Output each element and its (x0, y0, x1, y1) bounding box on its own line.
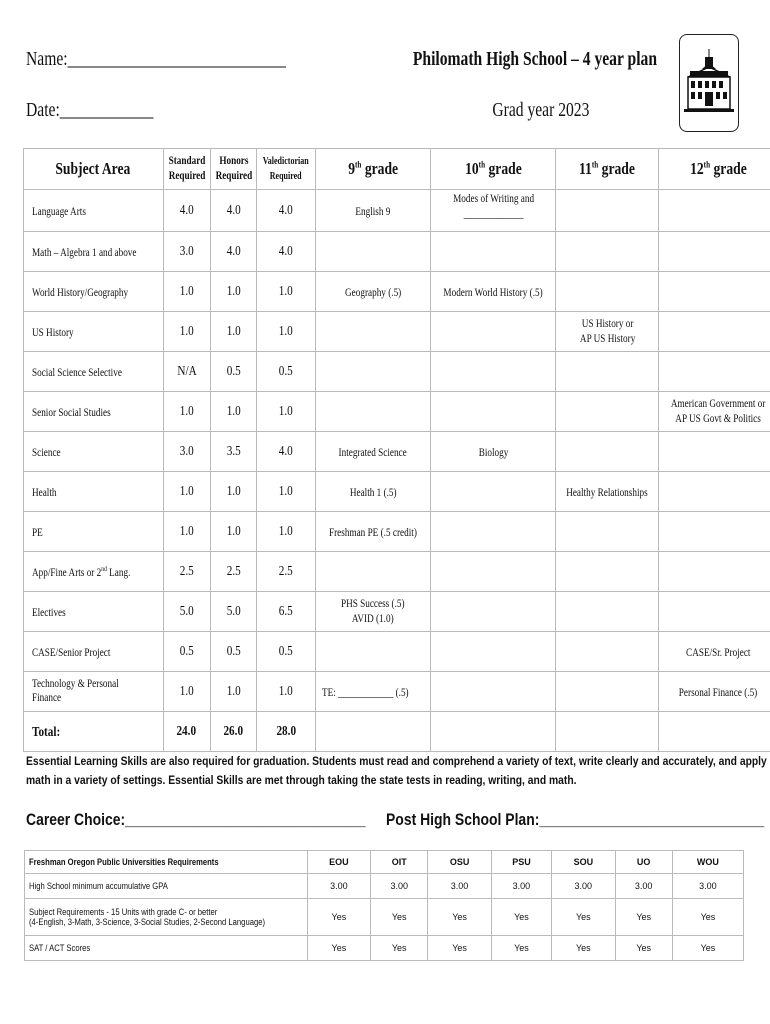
standard-cell: 5.0 (163, 592, 210, 632)
honors-cell: 1.0 (210, 512, 257, 552)
grade-10-cell[interactable] (431, 392, 556, 432)
table-row (24, 672, 770, 712)
honors-cell: 5.0 (210, 592, 257, 632)
standard-cell: 1.0 (163, 672, 210, 712)
uni-school-header: UO (615, 851, 672, 874)
grade-10-cell (431, 712, 556, 752)
grade-10-cell[interactable] (431, 672, 556, 712)
valedictorian-cell: 0.5 (257, 632, 315, 672)
sat-value: Yes (491, 936, 551, 961)
standard-cell: 3.0 (163, 432, 210, 472)
grade-9-cell[interactable]: Health 1 (.5) (315, 472, 430, 512)
four-year-plan-table (23, 148, 770, 752)
grade-12-cell[interactable] (659, 232, 770, 272)
gpa-value: 3.00 (552, 874, 615, 899)
grade-12-cell[interactable]: American Government or AP US Govt & Politics (659, 392, 770, 432)
subject-cell: World History/Geography (24, 272, 164, 312)
career-choice-field[interactable]: Career Choice:_______________________________ (26, 810, 366, 829)
grade-9-cell (315, 712, 430, 752)
subject-cell: Math – Algebra 1 and above (24, 232, 164, 272)
valedictorian-cell: 4.0 (257, 432, 315, 472)
name-field-label[interactable]: Name:____________________________ (26, 48, 286, 70)
table-row (24, 272, 770, 312)
grade-11-cell (556, 712, 659, 752)
sat-value: Yes (672, 936, 743, 961)
table-row (24, 472, 770, 512)
table-row (24, 392, 770, 432)
essential-skills-note: Essential Learning Skills are also required for graduation. Students must read and comprehend a variety of text, write clearly and accurately, and apply math in a variety of settings. Essential Skills are met through taking the state tests in reading, writing, and math. (26, 754, 767, 787)
subject-cell: Language Arts (24, 190, 164, 232)
valedictorian-cell: 1.0 (257, 512, 315, 552)
subject-area-header: Subject Area (24, 149, 164, 190)
valedictorian-cell: 1.0 (257, 392, 315, 432)
standard-cell: 2.5 (163, 552, 210, 592)
university-requirements-table (24, 850, 744, 961)
standard-cell: 1.0 (163, 512, 210, 552)
grade-12-cell[interactable]: Personal Finance (.5) (659, 672, 770, 712)
grade-12-cell[interactable] (659, 352, 770, 392)
grade-10-cell[interactable] (431, 632, 556, 672)
requirement-value: Yes (491, 899, 551, 936)
requirement-value: Yes (371, 899, 428, 936)
honors-cell: 4.0 (210, 232, 257, 272)
gpa-value: 3.00 (428, 874, 491, 899)
grade-9-cell[interactable]: TE: ____________ (.5) (315, 672, 430, 712)
valedictorian-cell: 1.0 (257, 272, 315, 312)
valedictorian-cell: 4.0 (257, 232, 315, 272)
grade-11-cell[interactable] (556, 432, 659, 472)
grade-11-cell[interactable] (556, 592, 659, 632)
subject-cell: App/Fine Arts or 2nd Lang. (24, 552, 164, 592)
table-row (24, 352, 770, 392)
grade-10-header: 10th grade (431, 149, 556, 190)
gpa-value: 3.00 (491, 874, 551, 899)
honors-cell: 1.0 (210, 272, 257, 312)
grade-11-cell[interactable] (556, 552, 659, 592)
standard-cell: 3.0 (163, 232, 210, 272)
table-row (25, 899, 744, 936)
subject-cell: Senior Social Studies (24, 392, 164, 432)
requirement-value: Yes (615, 899, 672, 936)
subject-cell: CASE/Senior Project (24, 632, 164, 672)
school-building-icon (679, 34, 739, 132)
standard-total: 24.0 (163, 712, 210, 752)
requirement-value: Yes (672, 899, 743, 936)
sat-value: Yes (307, 936, 370, 961)
grade-9-cell[interactable]: Integrated Science (315, 432, 430, 472)
grade-12-header: 12th grade (659, 149, 770, 190)
grade-11-cell[interactable] (556, 632, 659, 672)
uni-table-title: Freshman Oregon Public Universities Requirements (25, 851, 308, 874)
grade-10-cell[interactable]: Modes of Writing and _____________ (431, 190, 556, 232)
subject-cell: PE (24, 512, 164, 552)
uni-school-header: EOU (307, 851, 370, 874)
valedictorian-cell: 1.0 (257, 672, 315, 712)
valedictorian-cell: 1.0 (257, 472, 315, 512)
uni-school-header: WOU (672, 851, 743, 874)
honors-total: 26.0 (210, 712, 257, 752)
valedictorian-cell: 0.5 (257, 352, 315, 392)
table-row (24, 592, 770, 632)
standard-cell: 1.0 (163, 392, 210, 432)
grade-11-cell[interactable] (556, 272, 659, 312)
grade-9-cell[interactable] (315, 232, 430, 272)
total-row (24, 712, 770, 752)
grade-11-cell[interactable] (556, 190, 659, 232)
grade-9-cell[interactable] (315, 552, 430, 592)
subject-cell: US History (24, 312, 164, 352)
requirement-value: Yes (307, 899, 370, 936)
grade-12-cell[interactable] (659, 272, 770, 312)
subject-cell: Science (24, 432, 164, 472)
school-title: Philomath High School – 4 year plan (412, 48, 657, 70)
subject-cell: Social Science Selective (24, 352, 164, 392)
sat-value: Yes (371, 936, 428, 961)
grade-12-cell[interactable] (659, 190, 770, 232)
grade-10-cell[interactable] (431, 592, 556, 632)
valedictorian-required-header: Valedictorian Required (257, 149, 315, 190)
grad-year: Grad year 2023 (491, 99, 589, 121)
grade-11-cell[interactable] (556, 392, 659, 432)
grade-9-cell[interactable] (315, 352, 430, 392)
grade-11-cell[interactable] (556, 232, 659, 272)
valedictorian-cell: 2.5 (257, 552, 315, 592)
grade-10-cell[interactable]: Biology (431, 432, 556, 472)
grade-11-cell[interactable] (556, 672, 659, 712)
grade-11-header: 11th grade (556, 149, 659, 190)
grade-11-cell[interactable]: Healthy Relationships (556, 472, 659, 512)
grade-12-cell[interactable] (659, 432, 770, 472)
grade-12-cell (659, 712, 770, 752)
uni-school-header: OIT (371, 851, 428, 874)
requirement-value: Yes (428, 899, 491, 936)
table-row (24, 552, 770, 592)
total-label: Total: (24, 712, 164, 752)
gpa-value: 3.00 (371, 874, 428, 899)
gpa-label: High School minimum accumulative GPA (25, 874, 308, 899)
sat-value: Yes (552, 936, 615, 961)
subject-cell: Electives (24, 592, 164, 632)
grade-10-cell[interactable] (431, 312, 556, 352)
grade-11-cell[interactable] (556, 512, 659, 552)
table-row (24, 232, 770, 272)
valedictorian-cell: 1.0 (257, 312, 315, 352)
honors-cell: 2.5 (210, 552, 257, 592)
grade-12-cell[interactable] (659, 512, 770, 552)
gpa-value: 3.00 (672, 874, 743, 899)
grade-11-cell[interactable] (556, 352, 659, 392)
honors-cell: 0.5 (210, 352, 257, 392)
grade-9-cell[interactable]: Freshman PE (.5 credit) (315, 512, 430, 552)
honors-cell: 1.0 (210, 472, 257, 512)
valedictorian-cell: 6.5 (257, 592, 315, 632)
standard-cell: 1.0 (163, 272, 210, 312)
valedictorian-total: 28.0 (257, 712, 315, 752)
grade-12-cell[interactable] (659, 592, 770, 632)
honors-cell: 4.0 (210, 190, 257, 232)
table-row (25, 874, 744, 899)
grade-11-cell[interactable]: US History or AP US History (556, 312, 659, 352)
table-row (24, 512, 770, 552)
grade-9-cell[interactable] (315, 632, 430, 672)
grade-10-cell[interactable] (431, 512, 556, 552)
grade-9-cell[interactable] (315, 392, 430, 432)
gpa-value: 3.00 (307, 874, 370, 899)
sat-value: Yes (428, 936, 491, 961)
grade-10-cell[interactable] (431, 552, 556, 592)
standard-required-header: Standard Required (163, 149, 210, 190)
table-row (24, 432, 770, 472)
grade-12-cell[interactable] (659, 312, 770, 352)
subject-cell: Health (24, 472, 164, 512)
grade-12-cell[interactable] (659, 552, 770, 592)
honors-cell: 1.0 (210, 672, 257, 712)
grade-12-cell[interactable]: CASE/Sr. Project (659, 632, 770, 672)
standard-cell: N/A (163, 352, 210, 392)
standard-cell: 1.0 (163, 472, 210, 512)
uni-school-header: SOU (552, 851, 615, 874)
requirement-value: Yes (552, 899, 615, 936)
table-row (25, 936, 744, 961)
subject-cell: Technology & Personal Finance (24, 672, 164, 712)
grade-9-cell[interactable]: PHS Success (.5) AVID (1.0) (315, 592, 430, 632)
date-field-label[interactable]: Date:____________ (26, 99, 154, 121)
subject-requirements-label: Subject Requirements - 15 Units with grade C- or better (4-English, 3-Math, 3-Science, 3-Social Studies, 2-Second Language) (25, 899, 308, 936)
post-high-school-plan-field[interactable]: Post High School Plan:_____________________________ (386, 810, 765, 829)
honors-cell: 1.0 (210, 392, 257, 432)
uni-school-header: OSU (428, 851, 491, 874)
standard-cell: 4.0 (163, 190, 210, 232)
grade-10-cell[interactable] (431, 232, 556, 272)
grade-9-header: 9th grade (315, 149, 430, 190)
honors-cell: 3.5 (210, 432, 257, 472)
sat-value: Yes (615, 936, 672, 961)
grade-10-cell[interactable]: Modern World History (.5) (431, 272, 556, 312)
table-header-row (24, 149, 770, 190)
sat-act-label: SAT / ACT Scores (25, 936, 308, 961)
valedictorian-cell: 4.0 (257, 190, 315, 232)
table-row (24, 190, 770, 232)
uni-header-row (25, 851, 744, 874)
table-row (24, 312, 770, 352)
uni-school-header: PSU (491, 851, 551, 874)
grade-9-cell[interactable]: Geography (.5) (315, 272, 430, 312)
standard-cell: 1.0 (163, 312, 210, 352)
honors-cell: 0.5 (210, 632, 257, 672)
gpa-value: 3.00 (615, 874, 672, 899)
grade-9-cell[interactable] (315, 312, 430, 352)
honors-required-header: Honors Required (210, 149, 257, 190)
honors-cell: 1.0 (210, 312, 257, 352)
grade-9-cell[interactable]: English 9 (315, 190, 430, 232)
grade-12-cell[interactable] (659, 472, 770, 512)
table-row (24, 632, 770, 672)
standard-cell: 0.5 (163, 632, 210, 672)
grade-10-cell[interactable] (431, 472, 556, 512)
grade-10-cell[interactable] (431, 352, 556, 392)
